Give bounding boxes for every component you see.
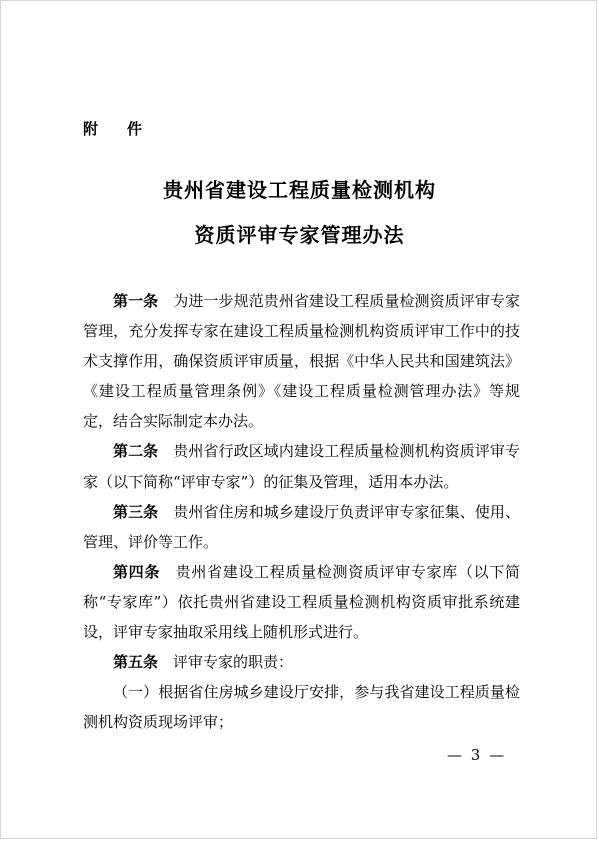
attachment-label: 附 件 <box>83 120 150 138</box>
article-2 <box>83 436 520 496</box>
document-body <box>83 286 520 737</box>
article-label: 第二条 <box>113 442 159 461</box>
article-text: 贵州省住房和城乡建设厅负责评审专家征集、使用、管理、评价等工作。 <box>83 502 520 551</box>
article-text: 贵州省行政区域内建设工程质量检测机构资质评审专家（以下简称“评审专家”）的征集及管理，适用本办法。 <box>83 442 520 491</box>
article-3 <box>83 497 520 557</box>
article-label: 第一条 <box>113 292 159 310</box>
article-4 <box>83 557 520 647</box>
page-number: — 3 — <box>447 746 507 764</box>
article-label: 第五条 <box>113 653 159 672</box>
article-text: 评审专家的职责： <box>158 653 294 672</box>
article-label: 第四条 <box>113 562 161 581</box>
article-text: 贵州省建设工程质量检测资质评审专家库（以下简称“专家库”）依托贵州省建设工程质量检测机构资质审批系统建设，评审专家抽取采用线上随机形式进行。 <box>83 562 520 642</box>
article-label: 第三条 <box>113 502 159 521</box>
article-text: 为进一步规范贵州省建设工程质量检测资质评审专家管理，充分发挥专家在建设工程质量检测机构资质评审工作中的技术支撑作用，确保资质评审质量，根据《中华人民共和国建筑法》《建设工程质量管理条例》《建设工程质量检测管理办法》等规定，结合实际制定本办法。 <box>83 292 520 431</box>
article-5-item-1: （一）根据省住房城乡建设厅安排，参与我省建设工程质量检测机构资质现场评审； <box>83 683 520 732</box>
document-title-line-2: 资质评审专家管理办法 <box>194 223 405 247</box>
article-5 <box>83 647 520 677</box>
article-1 <box>83 286 520 436</box>
document-title-line-1: 贵州省建设工程质量检测机构 <box>163 178 436 202</box>
